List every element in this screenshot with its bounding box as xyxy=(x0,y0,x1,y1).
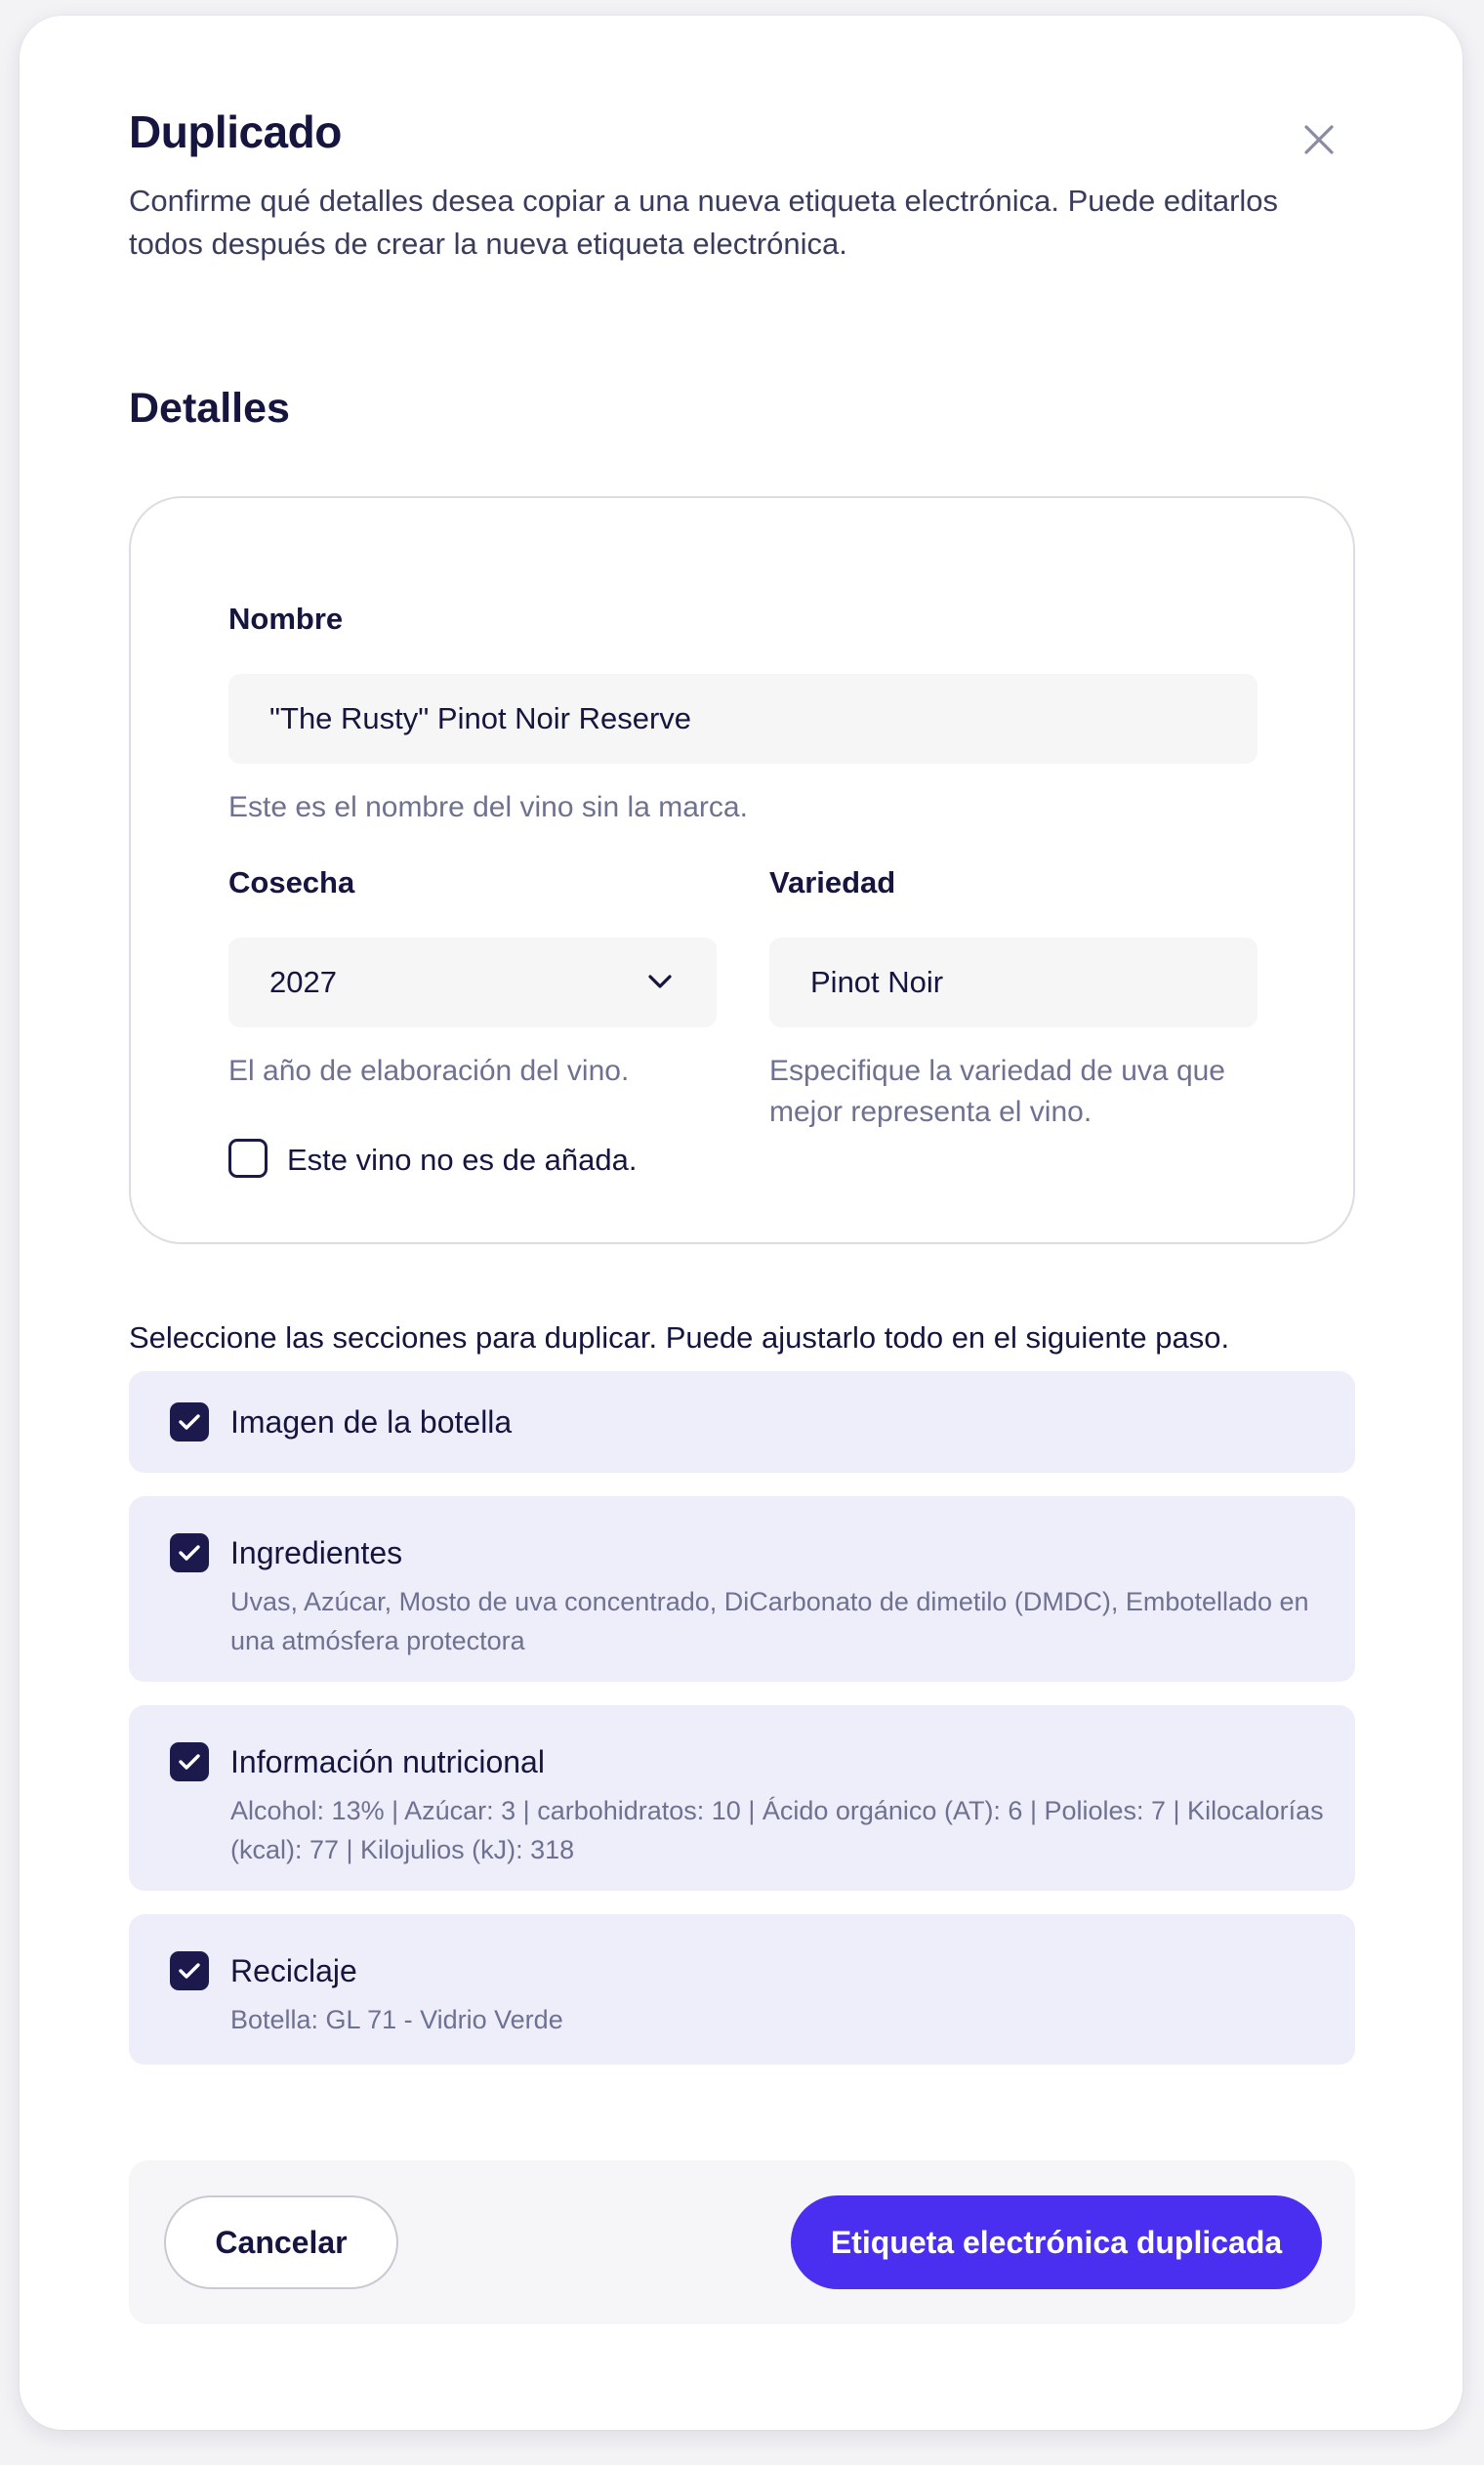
ingredients-description: Uvas, Azúcar, Mosto de uva concentrado, DiCarbonato de dimetilo (DMDC), Embotellado en una atmósfera protectora xyxy=(230,1587,1309,1655)
vintage-selected-value: 2027 xyxy=(269,965,337,999)
non-vintage-label: Este vino no es de añada. xyxy=(287,1143,638,1177)
section-option-ingredients[interactable] xyxy=(129,1496,1355,1682)
name-input-value: "The Rusty" Pinot Noir Reserve xyxy=(269,701,692,735)
variety-input[interactable] xyxy=(769,938,1257,1027)
duplicate-label-button[interactable]: Etiqueta electrónica duplicada xyxy=(791,2195,1322,2289)
vintage-help-text: El año de elaboración del vino. xyxy=(228,1055,630,1087)
variety-label: Variedad xyxy=(769,865,896,899)
close-button[interactable] xyxy=(1298,119,1340,160)
details-card xyxy=(129,496,1355,1244)
section-option-nutrition[interactable] xyxy=(129,1705,1355,1891)
vintage-select[interactable] xyxy=(228,938,717,1027)
dialog-subtitle: Confirme qué detalles desea copiar a una nueva etiqueta electrónica. Puede editarlos todos después de crear la nueva etiqueta electrónica. xyxy=(129,184,1279,261)
dialog-title: Duplicado xyxy=(129,106,342,157)
checkmark-icon xyxy=(177,1411,202,1433)
close-icon xyxy=(1298,119,1340,160)
nutrition-description: Alcohol: 13% | Azúcar: 3 | carbohidratos: 10 | Ácido orgánico (AT): 6 | Polioles: 7 | Kilocalorías (kcal): 77 | Kilojulios (kJ): 318 xyxy=(230,1796,1324,1864)
checkmark-icon xyxy=(177,1751,202,1773)
section-option-bottle-image[interactable] xyxy=(129,1371,1355,1473)
bottle-image-checkbox[interactable] xyxy=(170,1402,209,1441)
recycling-checkbox[interactable] xyxy=(170,1951,209,1990)
recycling-description: Botella: GL 71 - Vidrio Verde xyxy=(230,2005,563,2034)
variety-help-text: Especifique la variedad de uva que mejor representa el vino. xyxy=(769,1055,1225,1128)
name-label: Nombre xyxy=(228,602,344,636)
bottle-image-title: Imagen de la botella xyxy=(230,1404,513,1440)
recycling-title: Reciclaje xyxy=(230,1953,357,1988)
checkmark-icon xyxy=(177,1960,202,1982)
chevron-down-icon xyxy=(646,973,674,992)
ingredients-title: Ingredientes xyxy=(230,1535,403,1570)
vintage-label: Cosecha xyxy=(228,865,355,899)
sections-prompt: Seleccione las secciones para duplicar. Puede ajustarlo todo en el siguiente paso. xyxy=(129,1320,1230,1355)
nutrition-checkbox[interactable] xyxy=(170,1742,209,1781)
name-help-text: Este es el nombre del vino sin la marca. xyxy=(228,791,748,823)
duplicate-dialog xyxy=(20,16,1463,2430)
nutrition-title: Información nutricional xyxy=(230,1744,545,1779)
ingredients-checkbox[interactable] xyxy=(170,1533,209,1572)
variety-input-value: Pinot Noir xyxy=(810,965,944,999)
non-vintage-checkbox[interactable] xyxy=(228,1139,268,1178)
cancel-button[interactable]: Cancelar xyxy=(164,2195,398,2289)
checkmark-icon xyxy=(177,1542,202,1564)
details-section-title: Detalles xyxy=(129,385,290,432)
dialog-footer xyxy=(129,2160,1355,2324)
name-input[interactable] xyxy=(228,674,1257,764)
section-option-recycling[interactable] xyxy=(129,1914,1355,2065)
